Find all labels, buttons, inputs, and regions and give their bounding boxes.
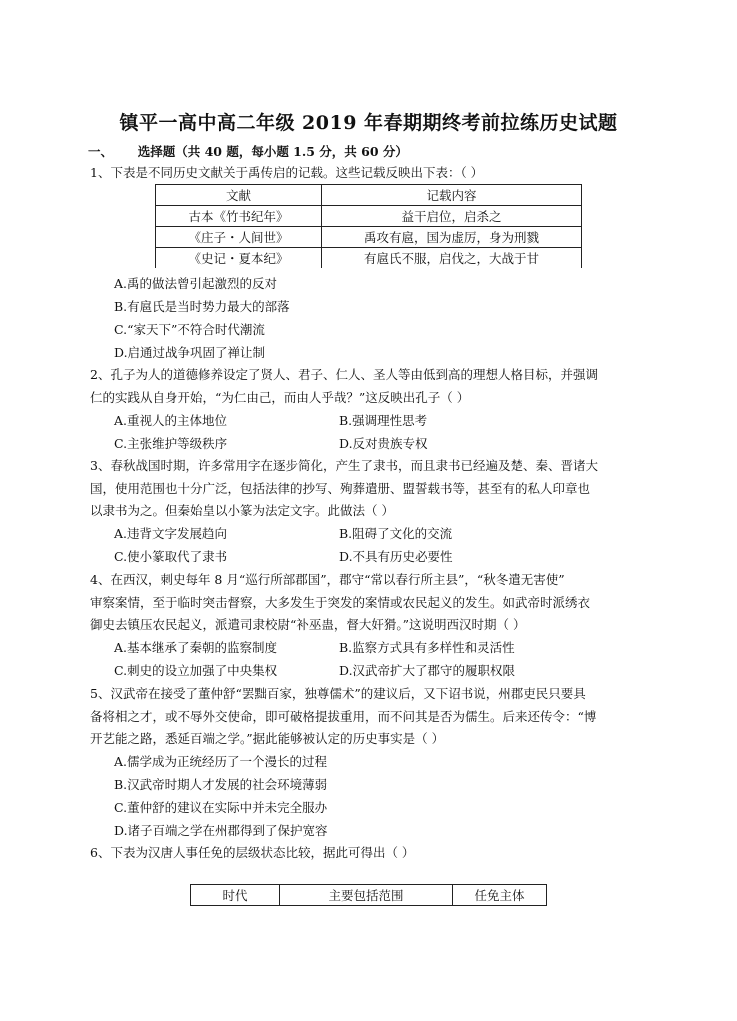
table-header-cell: 文献 — [156, 185, 322, 206]
q1-table — [155, 184, 582, 268]
q6-table — [190, 884, 547, 906]
table-cell: 古本《竹书纪年》 — [156, 206, 322, 227]
q4-line-3: 御史去镇压农民起义，派遣司隶校尉“补巫蛊，督大奸猾。”这说明西汉时期（ ） — [90, 617, 526, 632]
table-row — [156, 185, 582, 206]
q3-line-3: 以隶书为之。但秦始皇以小篆为法定文字。此做法（ ） — [90, 503, 394, 518]
q1-option-a: A.禹的做法曾引起激烈的反对 — [114, 276, 278, 291]
page-title: 镇平一高中高二年级 2019 年春期期终考前拉练历史试题 — [119, 112, 618, 134]
q5-option-d: D.诸子百端之学在州郡得到了保护宽容 — [114, 823, 328, 838]
q1-option-d: D.启通过战争巩固了禅让制 — [114, 345, 266, 360]
q2-line-1: 2、孔子为人的道德修养设定了贤人、君子、仁人、圣人等由低到高的理想人格目标，并强调 — [90, 367, 598, 382]
q5-option-c: C.董仲舒的建议在实际中并未完全服办 — [114, 800, 328, 815]
q4-option-d: D.汉武帝扩大了郡守的履职权限 — [339, 663, 516, 678]
q5-option-a: A.儒学成为正统经历了一个漫长的过程 — [114, 754, 328, 769]
table-cell: 《庄子・人间世》 — [156, 227, 322, 248]
q4-line-2: 审察案情，至于临时突击督察，大多发生于突发的案情或农民起义的发生。如武帝时派绣衣 — [90, 595, 591, 610]
table-row — [156, 227, 582, 248]
table-header-cell: 主要包括范围 — [280, 885, 453, 906]
q1-option-b: B.有扈氏是当时势力最大的部落 — [114, 299, 290, 314]
table-row — [191, 885, 547, 906]
table-header-cell: 记载内容 — [322, 185, 582, 206]
q2-option-d: D.反对贵族专权 — [339, 436, 428, 451]
q3-line-2: 国，使用范围也十分广泛，包括法律的抄写、殉葬遣册、盟誓载书等，甚至有的私人印章也 — [90, 481, 591, 496]
table-cell: 禹攻有扈，国为虚厉，身为刑戮 — [322, 227, 582, 248]
q2-option-a: A.重视人的主体地位 — [114, 413, 228, 428]
q5-line-2: 备将相之才，或不辱外交使命，即可破格提拔重用，而不问其是否为儒生。后来还传令：“博 — [90, 709, 597, 724]
section-label: 一、 — [88, 144, 114, 159]
section-heading — [88, 144, 408, 160]
section-text: 选择题（共 40 题，每小题 1.5 分，共 60 分） — [137, 144, 408, 159]
table-header-cell: 任免主体 — [453, 885, 547, 906]
table-cell: 有扈氏不服，启伐之，大战于甘 — [322, 248, 582, 269]
q4-line-1: 4、在西汉，刺史每年 8 月“巡行所部郡国”，郡守“常以春行所主县”，“秋冬遣无害使” — [90, 572, 565, 587]
q3-option-c: C.使小篆取代了隶书 — [114, 549, 228, 564]
table-cell: 益干启位，启杀之 — [322, 206, 582, 227]
table-row — [156, 206, 582, 227]
q3-option-d: D.不具有历史必要性 — [339, 549, 453, 564]
q1-option-c: C.“家天下”不符合时代潮流 — [114, 322, 265, 337]
q2-line-2: 仁的实践从自身开始，“为仁由己，而由人乎哉？”这反映出孔子（ ） — [90, 390, 470, 405]
q5-option-b: B.汉武帝时期人才发展的社会环境薄弱 — [114, 777, 328, 792]
q4-option-a: A.基本继承了秦朝的监察制度 — [114, 640, 278, 655]
q1-stem: 1、下表是不同历史文献关于禹传启的记载。这些记载反映出下表：（ ） — [90, 165, 484, 180]
q4-option-c: C.刺史的设立加强了中央集权 — [114, 663, 278, 678]
q5-line-1: 5、汉武帝在接受了董仲舒“罢黜百家，独尊儒术”的建议后，又下诏书说，州郡吏民只要具 — [90, 686, 586, 701]
table-cell: 《史记・夏本纪》 — [156, 248, 322, 269]
q3-line-1: 3、春秋战国时期，许多常用字在逐步简化，产生了隶书，而且隶书已经遍及楚、秦、晋诸大 — [90, 458, 598, 473]
q3-option-a: A.违背文字发展趋向 — [114, 526, 228, 541]
table-row — [156, 248, 582, 269]
q5-line-3: 开艺能之路，悉延百端之学。”据此能够被认定的历史事实是（ ） — [90, 731, 445, 746]
q2-option-c: C.主张维护等级秩序 — [114, 436, 228, 451]
q3-option-b: B.阻碍了文化的交流 — [339, 526, 453, 541]
q2-option-b: B.强调理性思考 — [339, 413, 428, 428]
q4-option-b: B.监察方式具有多样性和灵活性 — [339, 640, 515, 655]
q6-stem: 6、下表为汉唐人事任免的层级状态比较，据此可得出（ ） — [90, 845, 415, 860]
table-header-cell: 时代 — [191, 885, 280, 906]
